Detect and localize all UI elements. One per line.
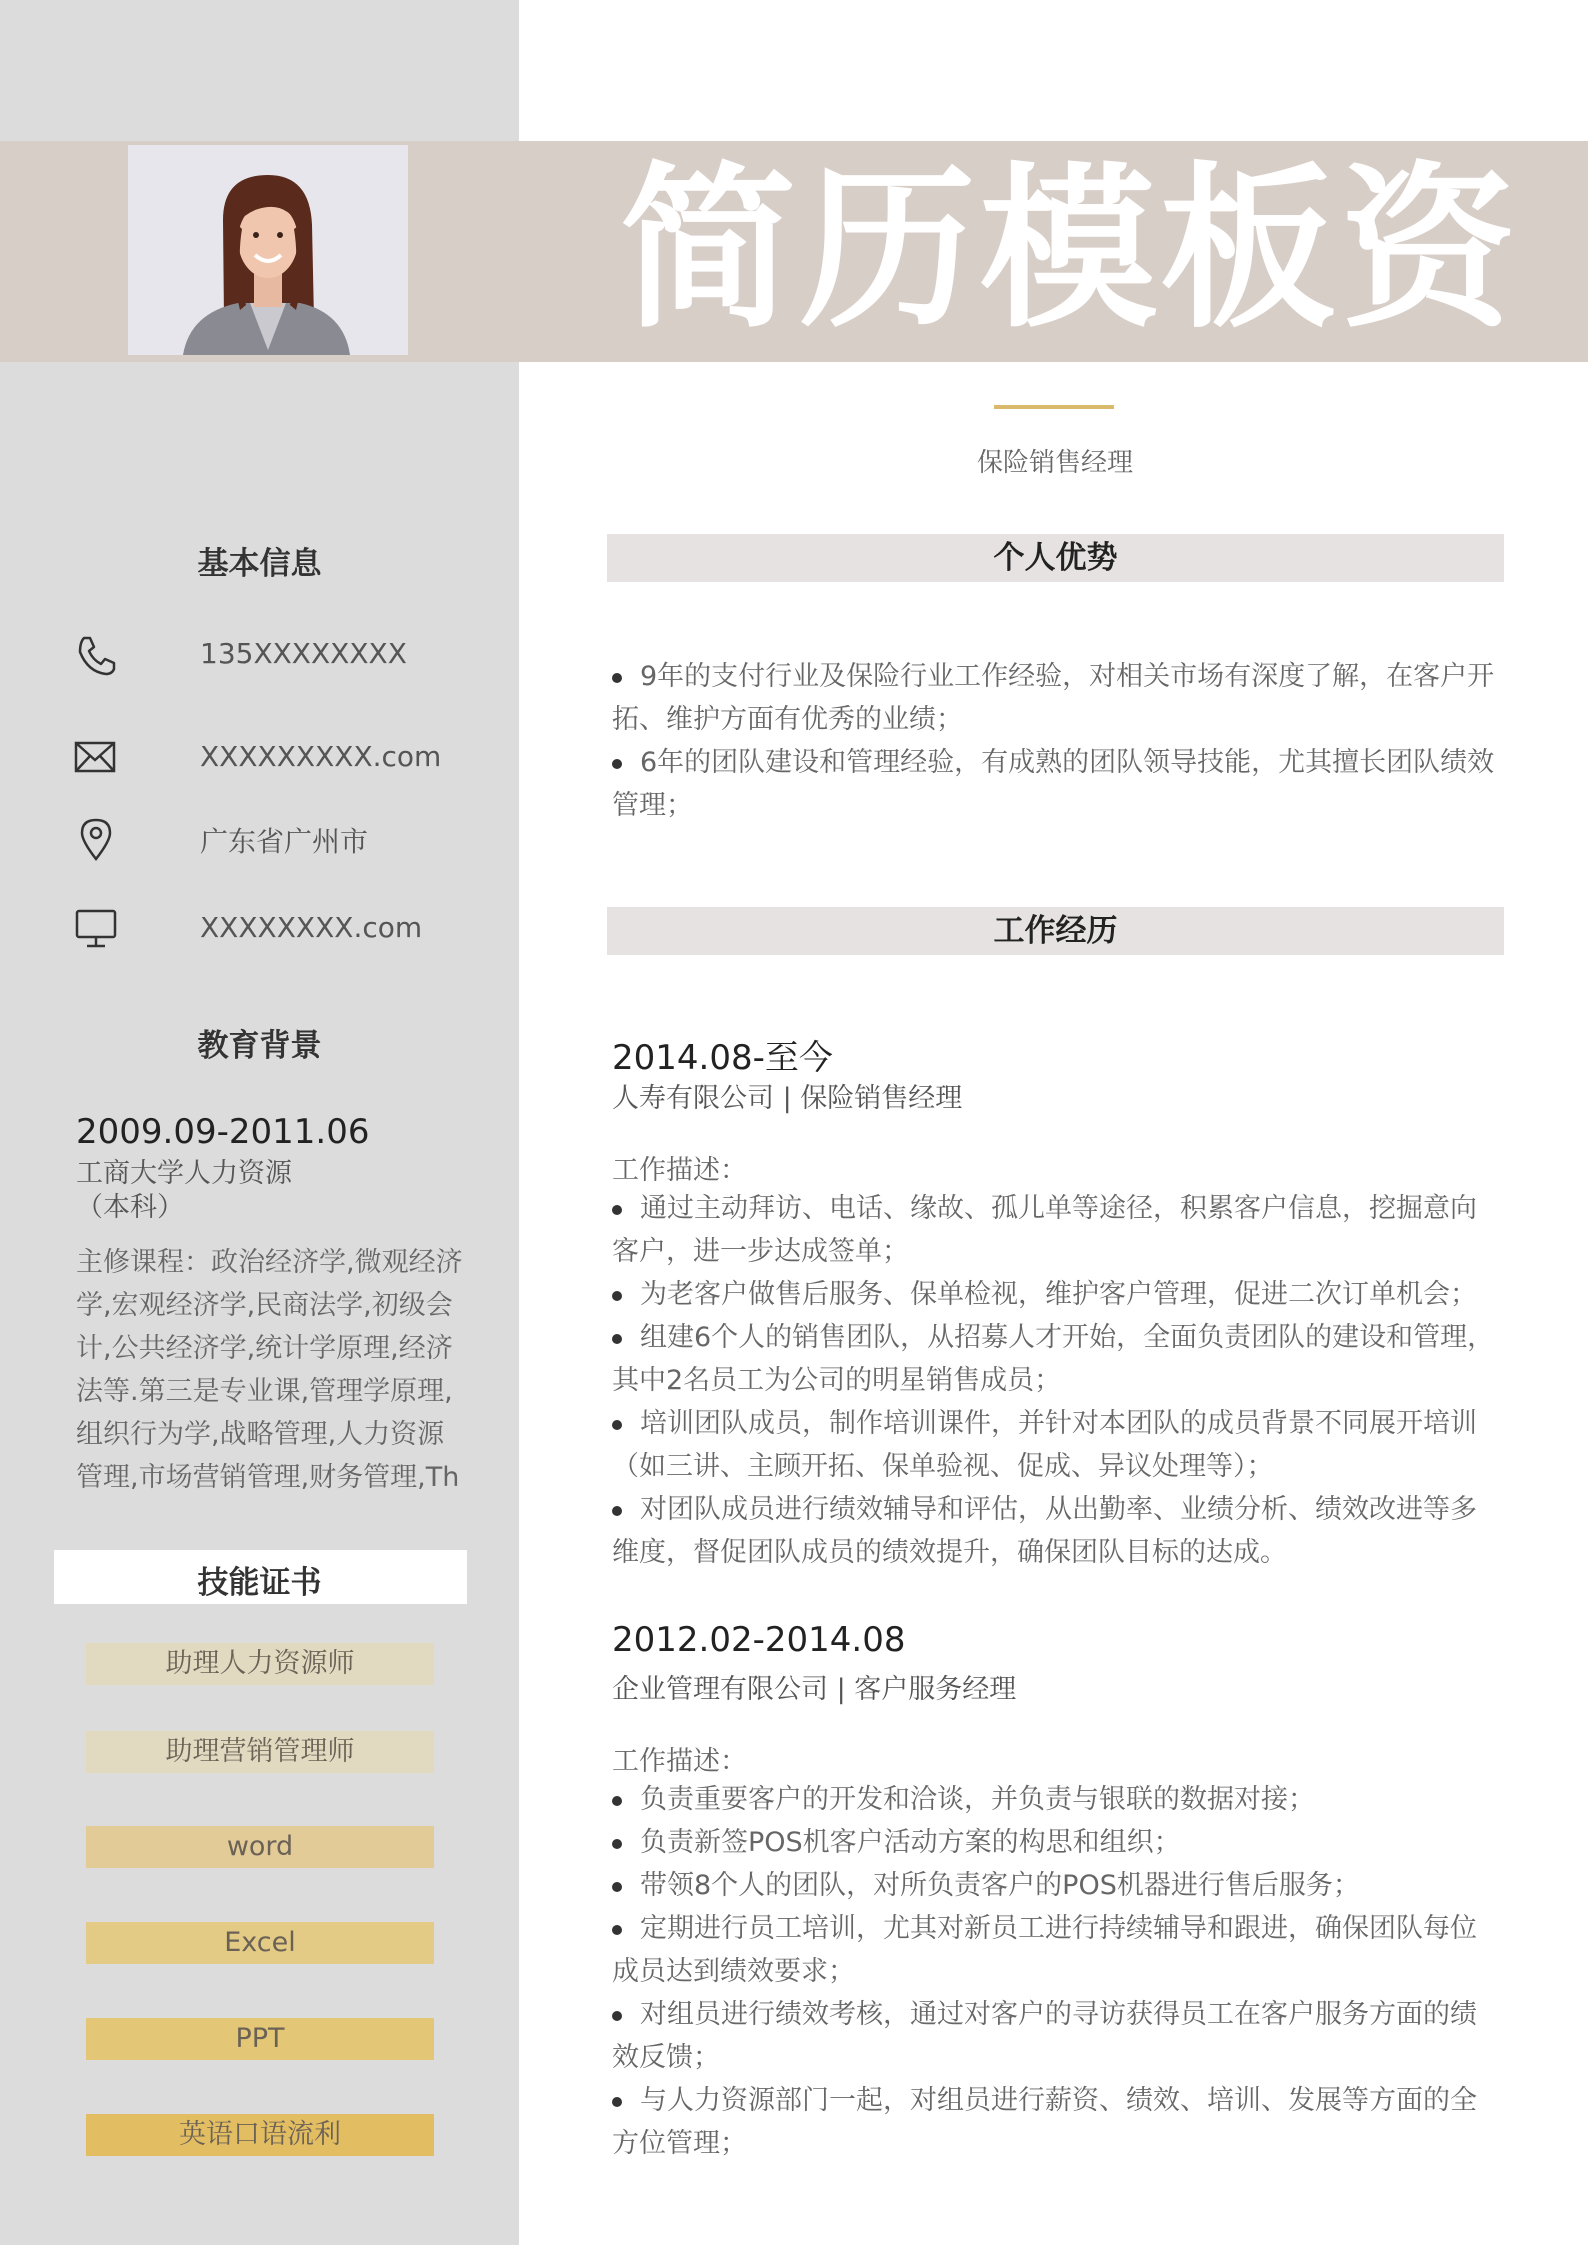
list-item: 6年的团队建设和管理经验，有成熟的团队领导技能，尤其擅长团队绩效管理； [612,747,1495,821]
list-item: 负责重要客户的开发和洽谈，并负责与银联的数据对接； [612,1778,1497,1821]
education-date: 2009.09-2011.06 [76,1112,370,1152]
list-item: 9年的支付行业及保险行业工作经验，对相关市场有深度了解，在客户开拓、维护方面有优秀的业绩； [612,661,1495,735]
education-school [76,1157,476,1225]
job-date: 2012.02-2014.08 [612,1620,906,1660]
skill-badge: PPT [86,2018,434,2060]
list-item: 带领8个人的团队，对所负责客户的POS机器进行售后服务； [612,1864,1497,1907]
list-item: 与人力资源部门一起，对组员进行薪资、绩效、培训、发展等方面的全方位管理； [612,2085,1477,2159]
resume-title: 简历模板资 [620,147,1521,352]
list-item: 为老客户做售后服务、保单检视，维护客户管理，促进二次订单机会； [612,1273,1497,1316]
email-address: XXXXXXXXX.com [200,740,442,773]
location-pin-icon [72,815,120,863]
mail-icon [72,734,120,782]
list-item: 对团队成员进行绩效辅导和评估，从出勤率、业绩分析、绩效改进等多维度，督促团队成员的绩效提升，确保团队目标的达成。 [612,1494,1477,1568]
job-description-label: 工作描述： [612,1746,747,1777]
list-item: 负责新签POS机客户活动方案的构思和组织； [612,1821,1497,1864]
website: XXXXXXXX.com [200,911,423,944]
skill-badge: 助理营销管理师 [86,1731,434,1773]
degree: （本科） [76,1192,184,1223]
skill-badge: Excel [86,1922,434,1964]
skills-heading: 技能证书 [197,1565,322,1601]
skill-badge: 英语口语流利 [86,2114,434,2156]
education-heading: 教育背景 [197,1028,322,1064]
job-description-label: 工作描述： [612,1155,747,1186]
experience-heading: 工作经历 [607,907,1504,955]
title-divider [994,405,1114,409]
school-name: 工商大学人力资源 [76,1158,292,1189]
job-description-list [612,1778,1497,2165]
skill-badge: word [86,1826,434,1868]
phone-number: 135XXXXXXXX [200,637,407,670]
skill-badge: 助理人力资源师 [86,1643,434,1685]
job-date: 2014.08-至今 [612,1038,833,1078]
phone-icon [72,632,120,680]
job-company: 人寿有限公司 | 保险销售经理 [612,1083,963,1114]
job-title: 保险销售经理 [976,448,1133,478]
advantages-heading: 个人优势 [607,534,1504,582]
education-courses: 主修课程：政治经济学,微观经济学,宏观经济学,民商法学,初级会计,公共经济学,统计学原理,经济法等.第三是专业课,管理学原理,组织行为学,战略管理,人力资源管理,市场营销管理,财务管理,Th [76,1247,463,1493]
list-item: 对组员进行绩效考核，通过对客户的寻访获得员工在客户服务方面的绩效反馈； [612,1999,1477,2073]
location: 广东省广州市 [200,825,369,858]
list-item: 组建6个人的销售团队，从招募人才开始，全面负责团队的建设和管理，其中2名员工为公司的明星销售成员； [612,1322,1495,1396]
profile-photo [128,145,408,355]
list-item: 定期进行员工培训，尤其对新员工进行持续辅导和跟进，确保团队每位成员达到绩效要求； [612,1913,1477,1987]
list-item: 培训团队成员，制作培训课件，并针对本团队的成员背景不同展开培训（如三讲、主顾开拓、保单验视、促成、异议处理等）； [612,1408,1477,1482]
job-company: 企业管理有限公司 | 客户服务经理 [612,1674,1017,1705]
basic-info-heading: 基本信息 [197,546,322,582]
list-item: 通过主动拜访、电话、缘故、孤儿单等途径，积累客户信息，挖掘意向客户，进一步达成签单； [612,1193,1477,1267]
monitor-icon [72,905,120,953]
advantages-list [612,655,1497,827]
job-description-list [612,1187,1497,1574]
